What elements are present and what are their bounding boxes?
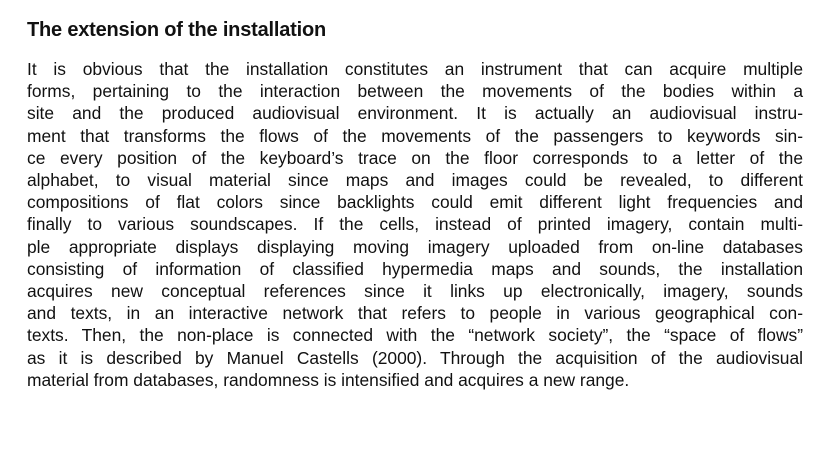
paragraph-line: consisting of information of classified hypermedia maps and sounds, the installation [27,258,803,279]
paragraph-line: compositions of flat colors since backlights could emit different light frequencies and [27,192,803,213]
body-paragraph [27,58,803,391]
paragraph-line: ment that transforms the flows of the movements of the passengers to keywords sin- [27,125,803,146]
section-heading: The extension of the installation [27,19,326,41]
document-page [27,17,803,391]
paragraph-line: site and the produced audiovisual environment. It is actually an audiovisual instru- [27,103,803,124]
paragraph-line: and texts, in an interactive network that refers to people in various geographical con- [27,303,803,324]
paragraph-line: forms, pertaining to the interaction between the movements of the bodies within a [27,81,803,102]
paragraph-line: ple appropriate displays displaying moving imagery uploaded from on-line databases [27,236,803,257]
paragraph-line: as it is described by Manuel Castells (2000). Through the acquisition of the audiovisual [27,347,803,368]
paragraph-line: finally to various soundscapes. If the cells, instead of printed imagery, contain multi- [27,214,803,235]
paragraph-line: material from databases, randomness is intensified and acquires a new range. [27,369,630,390]
paragraph-line: It is obvious that the installation constitutes an instrument that can acquire multiple [27,59,803,79]
paragraph-line: texts. Then, the non-place is connected with the “network society”, the “space of flows” [27,325,803,346]
paragraph-line: acquires new conceptual references since it links up electronically, imagery, sounds [27,281,803,302]
paragraph-line: ce every position of the keyboard’s trace on the floor corresponds to a letter of the [27,147,803,168]
paragraph-line: alphabet, to visual material since maps and images could be revealed, to different [27,170,803,191]
